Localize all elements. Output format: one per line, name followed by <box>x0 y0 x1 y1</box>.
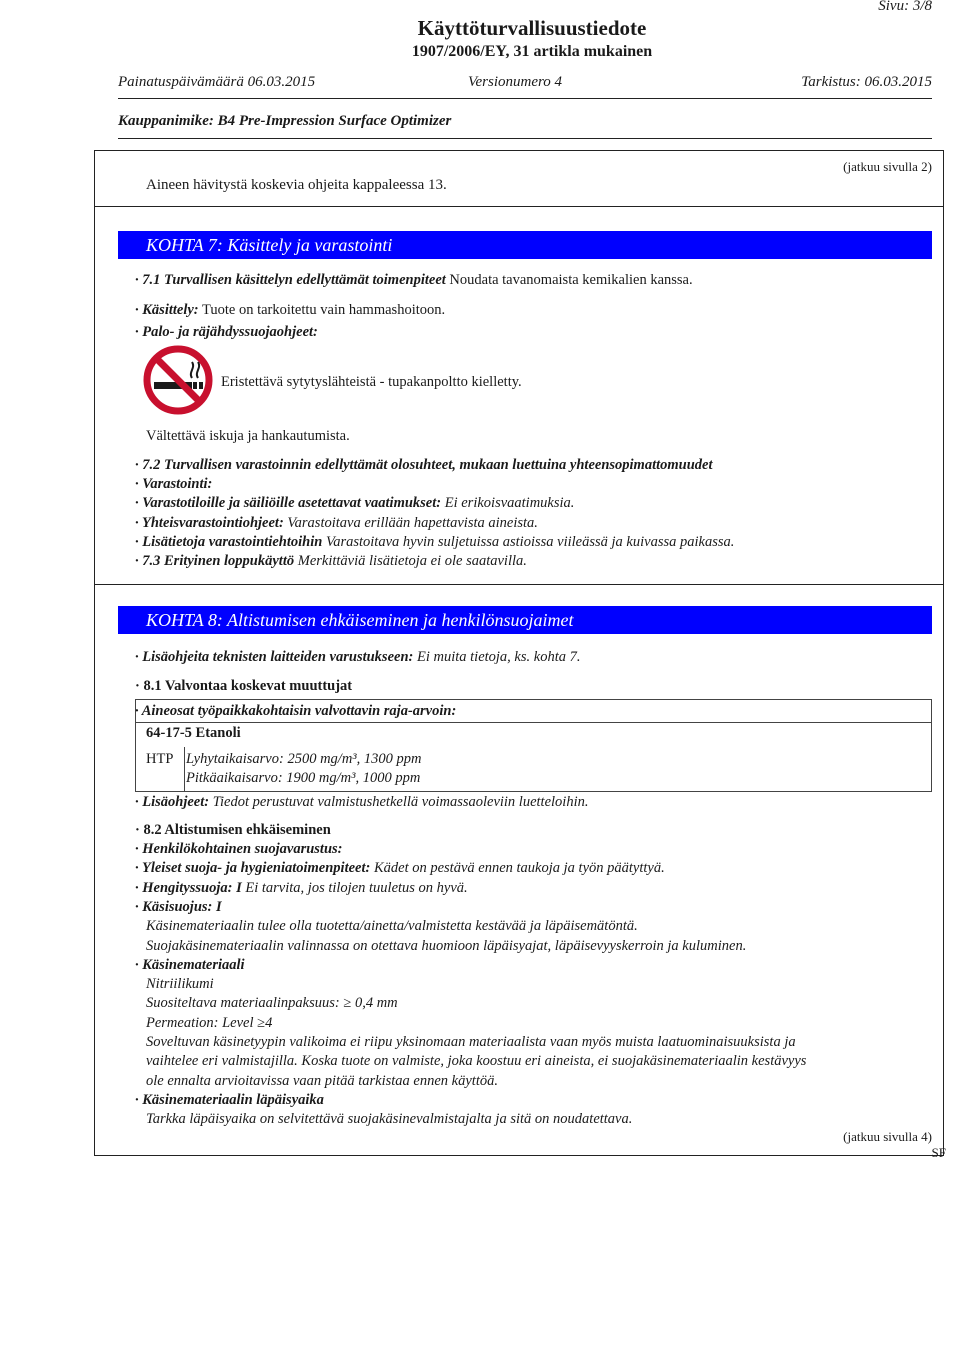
greater-equal-symbol-2: ≥ <box>257 1015 266 1031</box>
check-date: Tarkistus: 06.03.2015 <box>801 74 932 90</box>
s7-2-line: · 7.2 Turvallisen varastoinnin edellyttämät olosuhteet, mukaan luettuina yhteensopimattomuudet <box>135 457 713 473</box>
joint-storage-line: · Yhteisvarastointiohjeet: Varastoitava erillään hapettavista aineista. <box>135 515 538 531</box>
document-subtitle: 1907/2006/EY, 31 artikla mukainen <box>411 43 653 60</box>
greater-equal-symbol: ≥ <box>343 995 352 1011</box>
long-term-limit: Pitkäaikaisarvo: 1900 mg/m³, 1000 ppm <box>186 770 421 786</box>
continued-from: (jatkuu sivulla 2) <box>843 159 932 174</box>
s7-3-line: · 7.3 Erityinen loppukäyttö Merkittäviä lisätietoja ei ole saatavilla. <box>135 553 527 569</box>
print-date: Painatuspäivämäärä 06.03.2015 <box>118 74 316 90</box>
glove-thickness-line: Suositeltava materiaalinpaksuus: ≥ 0,4 mm <box>146 995 398 1011</box>
hand-protection-text-2: Suojakäsinemateriaalin valinnassa on otettava huomioon läpäisyajat, läpäisevyyskerroin ja kuluminen. <box>146 938 747 954</box>
section-8-heading: KOHTA 8: Altistumisen ehkäiseminen ja henkilönsuojaimet <box>118 606 932 634</box>
glove-choice-text-3: ole ennalta arvioitavissa vaan pitää tarkistaa ennen käyttöä. <box>146 1073 498 1089</box>
glove-choice-text-1: Soveltuvan käsinetyypin valikoima ei riipu yksinomaan materiaalista vaan myös muista laatuominaisuuksista ja <box>146 1034 796 1050</box>
trade-name: Kauppanimike: B4 Pre-Impression Surface Optimizer <box>118 113 452 129</box>
respiratory-line: · Hengityssuoja: I Ei tarvita, jos tilojen tuuletus on hyvä. <box>135 880 468 896</box>
glove-choice-text-2: vaihtelee eri valmistajilla. Koska tuote on valmiste, joka koostuu eri aineista, ei suojakäsinemateriaalin kestävyys <box>146 1053 807 1069</box>
hygiene-line: · Yleiset suoja- ja hygieniatoimenpiteet: Kädet on pestävä ennen taukoja ja työn päätyttyä. <box>135 860 665 876</box>
page-number: Sivu: 3/8 <box>878 0 932 14</box>
htp-label: HTP <box>146 751 174 767</box>
storage-label-line: · Varastointi: <box>135 476 213 492</box>
storage-info-line: · Lisätietoja varastointiehtoihin Varastoitava hyvin suljetuissa astioissa viileässä ja kuivassa paikassa. <box>135 534 735 550</box>
permeation-line: Permeation: Level ≥4 <box>146 1015 273 1031</box>
frame-divider-1 <box>94 206 944 207</box>
penetration-time-text: Tarkka läpäisyaika on selvitettävä suojakäsinevalmistajalta ja sitä on noudatettava. <box>146 1111 633 1127</box>
exposure-box-divider <box>136 722 931 723</box>
ppe-label-line: · Henkilökohtainen suojavarustus: <box>135 841 343 857</box>
limits-label-line: · Aineosat työpaikkakohtaisin valvottavin raja-arvoin: <box>135 703 457 719</box>
hand-protection-label: · Käsisuojus: I <box>135 899 222 915</box>
fire-instruction-1: Eristettävä sytytyslähteistä - tupakanpoltto kielletty. <box>221 374 522 390</box>
frame-divider-2 <box>94 584 944 585</box>
handling-line: · Käsittely: Tuote on tarkoitettu vain hammashoitoon. <box>135 302 446 318</box>
section-7-heading: KOHTA 7: Käsittely ja varastointi <box>118 231 932 259</box>
tech-equipment-line: · Lisäohjeita teknisten laitteiden varustukseen: Ei muita tietoja, ks. kohta 7. <box>135 649 581 665</box>
glove-material-1: Nitriilikumi <box>146 976 214 992</box>
version-number: Versionumero 4 <box>468 74 563 90</box>
header-rule <box>118 98 932 99</box>
disposal-note: Aineen hävitystä koskevia ohjeita kappaleessa 13. <box>146 177 447 193</box>
continued-to: (jatkuu sivulla 4) <box>843 1129 932 1144</box>
substance-line: 64-17-5 Etanoli <box>146 725 241 741</box>
penetration-time-label: · Käsinemateriaalin läpäisyaika <box>135 1092 324 1108</box>
s8-1-line: · 8.1 Valvontaa koskevat muuttujat <box>135 678 353 694</box>
fire-label-line: · Palo- ja räjähdyssuojaohjeet: <box>135 324 318 340</box>
fire-instruction-2: Vältettävä iskuja ja hankautumista. <box>146 428 350 444</box>
s7-1-line: · 7.1 Turvallisen käsittelyn edellyttämät toimenpiteet Noudata tavanomaista kemikalien kanssa. <box>135 272 693 288</box>
document-title: Käyttöturvallisuustiedote <box>417 16 647 40</box>
trade-rule <box>118 138 932 139</box>
hand-protection-text-1: Käsinemateriaalin tulee olla tuotetta/ainetta/valmistetta kestävää ja läpäisemätöntä. <box>146 918 638 934</box>
short-term-limit: Lyhytaikaisarvo: 2500 mg/m³, 1300 ppm <box>186 751 422 767</box>
storage-req-line: · Varastotiloille ja säiliöille asetettavat vaatimukset: Ei erikoisvaatimuksia. <box>135 495 575 511</box>
exposure-box-column-line <box>184 747 185 791</box>
language-code: SF <box>931 1145 946 1160</box>
no-smoking-icon <box>142 344 214 416</box>
s8-2-line: · 8.2 Altistumisen ehkäiseminen <box>135 822 331 838</box>
glove-material-label: · Käsinemateriaali <box>135 957 245 973</box>
additional-info-line: · Lisäohjeet: Tiedot perustuvat valmistushetkellä voimassaoleviin luetteloihin. <box>135 794 589 810</box>
